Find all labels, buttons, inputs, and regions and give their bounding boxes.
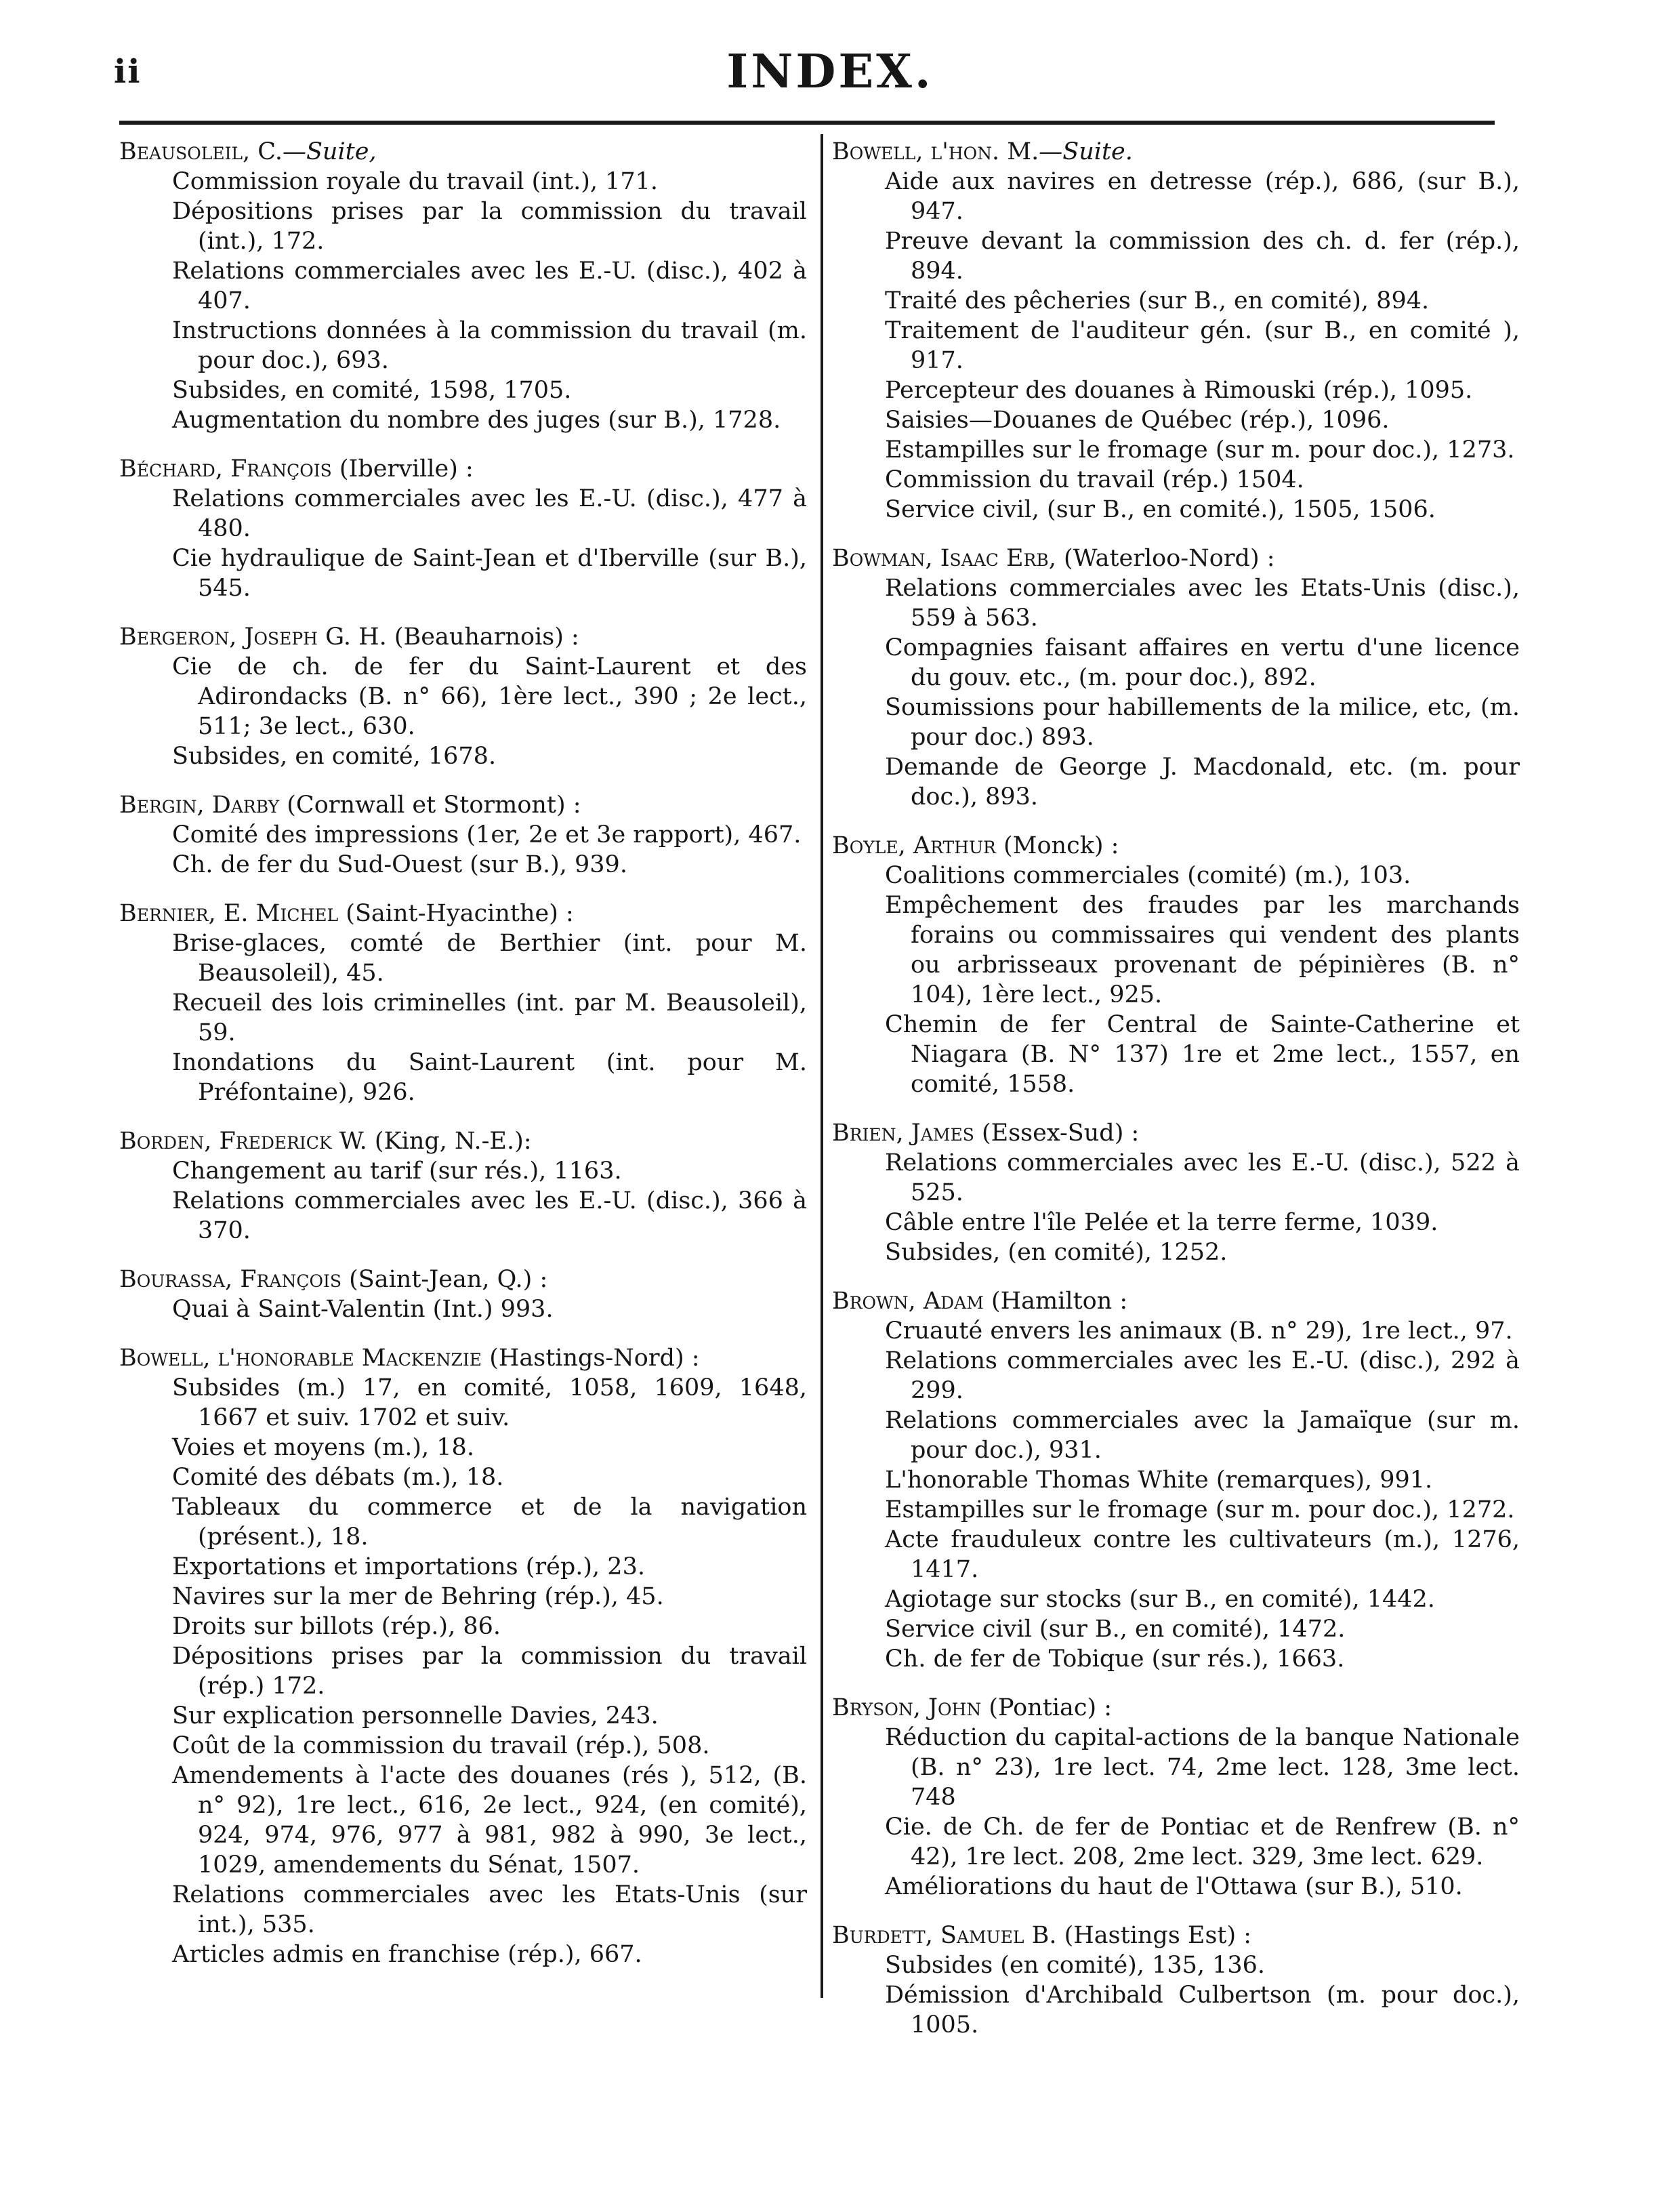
entry-heading — [832, 1921, 1520, 1950]
index-entry — [832, 1286, 1520, 1674]
entry-detail: (Hastings Est) : — [1056, 1922, 1252, 1949]
index-entry — [119, 790, 807, 880]
entry-item: Changement au tarif (sur rés.), 1163. — [172, 1158, 622, 1185]
entry-detail: —Suite. — [1039, 138, 1133, 165]
entry-item: Subsides, en comité, 1678. — [172, 743, 497, 770]
entry-item: Service civil (sur B., en comité), 1472. — [885, 1616, 1346, 1643]
index-entry — [832, 544, 1520, 812]
entry-item: Commission du travail (rép.) 1504. — [885, 466, 1304, 493]
entry-name: Béchard, François — [119, 455, 332, 483]
entry-item: Subsides (m.) 17, en comité, 1058, 1609, 1648, 1667 et suiv. 1702 et suiv. — [172, 1374, 807, 1431]
header-rule — [119, 121, 1495, 125]
entry-detail: (King, N.-E.): — [367, 1128, 532, 1155]
index-entry — [832, 831, 1520, 1099]
index-entry — [119, 1126, 807, 1246]
entry-name: Bowell, l'honorable Mackenzie — [119, 1345, 482, 1372]
entry-heading — [832, 1693, 1520, 1723]
entry-item: Aide aux navires en detresse (rép.), 686, (sur B.), 947. — [885, 168, 1520, 225]
entry-name: Borden, Frederick W. — [119, 1128, 367, 1155]
entry-name: Bourassa, François — [119, 1266, 341, 1293]
entry-name: Boyle, Arthur — [832, 832, 996, 859]
index-entry — [119, 1265, 807, 1324]
entry-item: Ch. de fer de Tobique (sur rés.), 1663. — [885, 1645, 1345, 1673]
entry-heading — [119, 790, 807, 820]
entry-item: Traitement de l'auditeur gén. (sur B., en comité ), 917. — [885, 317, 1520, 374]
entry-item: Estampilles sur le fromage (sur m. pour doc.), 1272. — [885, 1496, 1515, 1523]
entry-item: Recueil des lois criminelles (int. par M. Beausoleil), 59. — [172, 989, 807, 1046]
entry-item: Articles admis en franchise (rép.), 667. — [172, 1941, 642, 1968]
entry-detail: (Hastings-Nord) : — [482, 1345, 700, 1372]
entry-detail: (Cornwall et Stormont) : — [279, 792, 581, 819]
entry-item: Subsides (en comité), 135, 136. — [885, 1952, 1266, 1979]
entry-item: Coût de la commission du travail (rép.), 508. — [172, 1732, 710, 1759]
entry-heading — [832, 831, 1520, 861]
entry-detail: (Monck) : — [995, 832, 1119, 859]
entry-name: Bowell, l'hon. M. — [832, 138, 1039, 165]
entry-heading — [119, 1126, 807, 1156]
entry-item: L'honorable Thomas White (remarques), 991. — [885, 1467, 1433, 1494]
entry-item: Commission royale du travail (int.), 171. — [172, 168, 659, 195]
entry-item: Preuve devant la commission des ch. d. fer (rép.), 894. — [885, 228, 1520, 285]
entry-item: Câble entre l'île Pelée et la terre ferme, 1039. — [885, 1209, 1438, 1236]
entry-detail: (Saint-Jean, Q.) : — [341, 1266, 548, 1293]
entry-item: Réduction du capital-actions de la banque Nationale (B. n° 23), 1re lect. 74, 2me lect. 128, 3me lect. 748 — [885, 1724, 1520, 1811]
entry-item: Quai à Saint-Valentin (Int.) 993. — [172, 1296, 554, 1323]
entry-detail: —Suite, — [282, 138, 377, 165]
entry-heading — [119, 454, 807, 484]
entry-item: Agiotage sur stocks (sur B., en comité), 1442. — [885, 1586, 1435, 1613]
left-column — [119, 137, 807, 1988]
entry-item: Relations commerciales avec les E.-U. (disc.), 366 à 370. — [172, 1187, 807, 1244]
entry-item: Inondations du Saint-Laurent (int. pour M. Préfontaine), 926. — [172, 1049, 807, 1106]
index-entry — [832, 1118, 1520, 1267]
entry-item: Comité des impressions (1er, 2e et 3e rapport), 467. — [172, 821, 802, 848]
entry-item: Cie hydraulique de Saint-Jean et d'Iberville (sur B.), 545. — [172, 545, 807, 602]
entry-name: Bernier, E. Michel — [119, 900, 339, 927]
entry-item: Cie. de Ch. de fer de Pontiac et de Renfrew (B. n° 42), 1re lect. 208, 2me lect. 329, 3me lect. 629. — [885, 1814, 1520, 1870]
entry-heading — [832, 544, 1520, 573]
entry-item: Empêchement des fraudes par les marchands forains ou commissaires qui vendent des plants ou arbrisseaux provenant de pépinières (B. n° 104), 1ère lect., 925. — [885, 892, 1520, 1008]
entry-item: Relations commerciales avec les E.-U. (disc.), 522 à 525. — [885, 1149, 1520, 1206]
entry-detail: (Saint-Hyacinthe) : — [338, 900, 574, 927]
entry-detail: (Pontiac) : — [981, 1694, 1113, 1721]
entry-item: Subsides, en comité, 1598, 1705. — [172, 377, 572, 404]
entry-name: Bowman, Isaac Erb, — [832, 545, 1056, 572]
entry-item: Relations commerciales avec les E.-U. (disc.), 477 à 480. — [172, 485, 807, 542]
entry-item: Soumissions pour habillements de la milice, etc, (m. pour doc.) 893. — [885, 694, 1520, 751]
entry-item: Tableaux du commerce et de la navigation (présent.), 18. — [172, 1494, 807, 1551]
entry-item: Cie de ch. de fer du Saint-Laurent et des Adirondacks (B. n° 66), 1ère lect., 390 ; 2e lect., 511; 3e lect., 630. — [172, 653, 807, 740]
entry-item: Traité des pêcheries (sur B., en comité), 894. — [885, 287, 1430, 314]
entry-item: Démission d'Archibald Culbertson (m. pour doc.), 1005. — [885, 1982, 1520, 2039]
entry-item: Améliorations du haut de l'Ottawa (sur B.), 510. — [885, 1873, 1463, 1900]
index-entry — [832, 137, 1520, 525]
page-number: ii — [114, 53, 142, 91]
entry-item: Relations commerciales avec la Jamaïque (sur m. pour doc.), 931. — [885, 1407, 1520, 1464]
entry-item: Comité des débats (m.), 18. — [172, 1464, 504, 1491]
entry-item: Subsides, (en comité), 1252. — [885, 1239, 1228, 1266]
entry-item: Relations commerciales avec les E.-U. (disc.), 402 à 407. — [172, 258, 807, 314]
entry-heading — [832, 1118, 1520, 1148]
entry-name: Beausoleil, C. — [119, 138, 283, 165]
entry-detail: (Beauharnois) : — [386, 623, 579, 651]
entry-detail: (Hamilton : — [983, 1288, 1128, 1315]
right-column — [832, 137, 1520, 2059]
column-divider — [821, 134, 823, 1998]
index-entry — [119, 1343, 807, 1969]
entry-item: Compagnies faisant affaires en vertu d'une licence du gouv. etc., (m. pour doc.), 892. — [885, 634, 1520, 691]
entry-item: Exportations et importations (rép.), 23. — [172, 1553, 645, 1580]
entry-name: Brien, James — [832, 1120, 974, 1147]
entry-item: Augmentation du nombre des juges (sur B.), 1728. — [172, 407, 781, 434]
entry-heading — [119, 622, 807, 652]
entry-item: Estampilles sur le fromage (sur m. pour doc.), 1273. — [885, 436, 1515, 464]
entry-item: Dépositions prises par la commission du travail (rép.) 172. — [172, 1643, 807, 1700]
entry-item: Droits sur billots (rép.), 86. — [172, 1613, 501, 1640]
entry-heading — [832, 1286, 1520, 1316]
entry-item: Saisies—Douanes de Québec (rép.), 1096. — [885, 407, 1390, 434]
entry-item: Relations commerciales avec les Etats-Unis (disc.), 559 à 563. — [885, 575, 1520, 632]
entry-name: Burdett, Samuel B. — [832, 1922, 1057, 1949]
entry-item: Percepteur des douanes à Rimouski (rép.), 1095. — [885, 377, 1473, 404]
index-entry — [119, 454, 807, 603]
entry-item: Relations commerciales avec les Etats-Unis (sur int.), 535. — [172, 1881, 807, 1938]
entry-item: Brise-glaces, comté de Berthier (int. pour M. Beausoleil), 45. — [172, 930, 807, 987]
entry-detail: (Waterloo-Nord) : — [1056, 545, 1275, 572]
entry-item: Relations commerciales avec les E.-U. (disc.), 292 à 299. — [885, 1347, 1520, 1404]
entry-item: Acte frauduleux contre les cultivateurs (m.), 1276, 1417. — [885, 1526, 1520, 1583]
entry-heading — [119, 137, 807, 167]
entry-heading — [119, 1265, 807, 1294]
entry-item: Coalitions commerciales (comité) (m.), 103. — [885, 862, 1411, 889]
entry-item: Sur explication personnelle Davies, 243. — [172, 1702, 659, 1729]
entry-item: Instructions données à la commission du travail (m. pour doc.), 693. — [172, 317, 807, 374]
entry-item: Demande de George J. Macdonald, etc. (m. pour doc.), 893. — [885, 754, 1520, 811]
entry-detail: (Essex-Sud) : — [974, 1120, 1140, 1147]
index-entry — [119, 899, 807, 1107]
entry-item: Dépositions prises par la commission du travail (int.), 172. — [172, 198, 807, 255]
index-entry — [119, 622, 807, 771]
entry-heading — [832, 137, 1520, 167]
entry-item: Voies et moyens (m.), 18. — [172, 1434, 474, 1461]
index-entry — [119, 137, 807, 435]
entry-name: Bergeron, Joseph G. H. — [119, 623, 387, 651]
entry-item: Chemin de fer Central de Sainte-Catherine et Niagara (B. N° 137) 1re et 2me lect., 1557, en comité, 1558. — [885, 1011, 1520, 1098]
entry-item: Amendements à l'acte des douanes (rés ), 512, (B. n° 92), 1re lect., 616, 2e lect., 924, (en comité), 924, 974, 976, 977 à 981, 982 à 990, 3e lect., 1029, amendements du Sénat, 1507. — [172, 1762, 807, 1879]
entry-name: Bergin, Darby — [119, 792, 280, 819]
entry-item: Cruauté envers les animaux (B. n° 29), 1re lect., 97. — [885, 1317, 1513, 1345]
entry-heading — [119, 899, 807, 928]
entry-item: Navires sur la mer de Behring (rép.), 45. — [172, 1583, 664, 1610]
entry-detail: (Iberville) : — [331, 455, 474, 483]
index-entry — [832, 1921, 1520, 2040]
entry-name: Brown, Adam — [832, 1288, 984, 1315]
entry-item: Ch. de fer du Sud-Ouest (sur B.), 939. — [172, 851, 627, 878]
page-title: INDEX. — [726, 45, 934, 99]
entry-heading — [119, 1343, 807, 1373]
entry-name: Bryson, John — [832, 1694, 982, 1721]
index-entry — [832, 1693, 1520, 1902]
entry-item: Service civil, (sur B., en comité.), 1505, 1506. — [885, 496, 1436, 523]
